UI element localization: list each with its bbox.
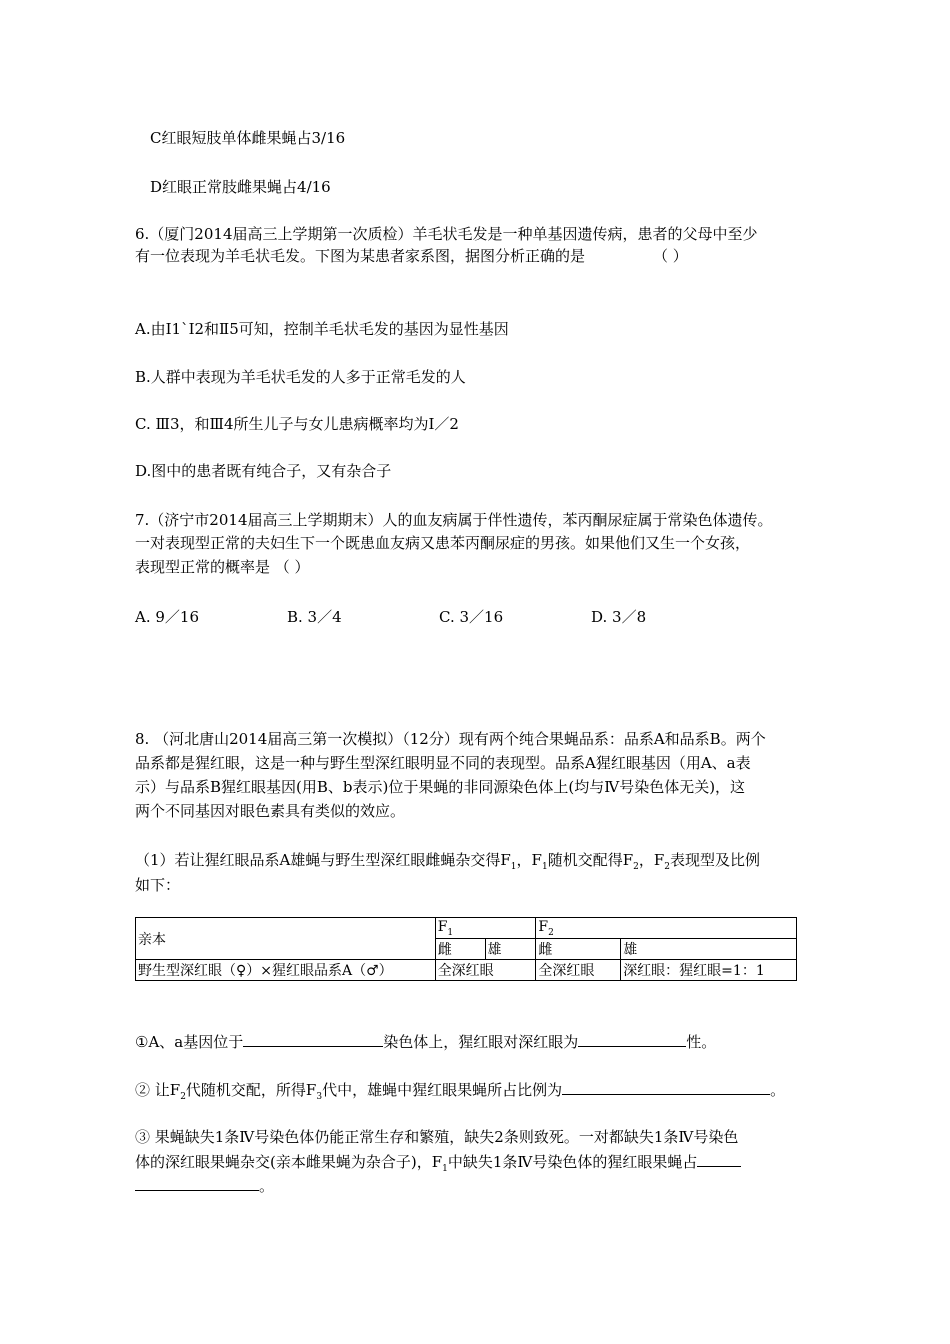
subscript: 2 xyxy=(180,1092,186,1102)
q8-part1-text-c: 随机交配得F xyxy=(547,851,634,869)
f2-male-header: 雄 xyxy=(621,939,797,960)
q8-stem-line1: 8. （河北唐山2014届高三第一次模拟）（12分）现有两个纯合果蝇品系：品系A和品系B。两个 xyxy=(135,730,766,748)
q8-sub3-line3 xyxy=(135,1176,274,1196)
f2-female-header: 雌 xyxy=(536,939,621,960)
q8-part1-line1 xyxy=(135,850,760,877)
q8-part1-text-e: 表现型及比例 xyxy=(670,851,761,869)
q8-stem-line2: 品系都是猩红眼，这是一种与野生型深红眼明显不同的表现型。品系A猩红眼基因（用A、a表 xyxy=(135,754,751,772)
q6-answer-paren: （ ） xyxy=(653,247,688,265)
q8-sub2-text-d: 。 xyxy=(770,1081,786,1099)
q8-part1-text-a: （1）若让猩红眼品系A雄蝇与野生型深红眼雌蝇杂交得F xyxy=(135,851,511,869)
q8-sub2-text-b: 代随机交配，所得F xyxy=(185,1081,317,1099)
q6-stem-text: 有一位表现为羊毛状毛发。下图为某患者家系图，据图分析正确的是 xyxy=(135,247,586,265)
q7-option-d: D. 3／8 xyxy=(591,608,647,626)
q8-sub1-text-b: 染色体上，猩红眼对深红眼为 xyxy=(383,1033,579,1051)
f2-label: F xyxy=(538,918,549,935)
q6-option-b: B.人群中表现为羊毛状毛发的人多于正常毛发的人 xyxy=(135,368,466,386)
q8-sub3-text-c: 。 xyxy=(259,1177,275,1195)
q8-sub2-text-c: 代中，雄蝇中猩红眼果蝇所占比例为 xyxy=(322,1081,563,1099)
cell-f2-female: 全深红眼 xyxy=(536,960,621,981)
q7-stem-line2: 一对表现型正常的夫妇生下一个既患血友病又患苯丙酮尿症的男孩。如果他们又生一个女孩， xyxy=(135,534,751,552)
subscript: 3 xyxy=(316,1092,323,1102)
q8-stem-line3: 示）与品系B猩红眼基因(用B、b表示)位于果蝇的非同源染色体上(均与Ⅳ号染色体无关)，这 xyxy=(135,778,746,796)
subscript: 2 xyxy=(664,862,670,872)
q6-stem-line2 xyxy=(135,246,688,266)
table-header-row xyxy=(136,918,797,939)
answer-blank[interactable] xyxy=(135,1176,259,1191)
cell-f1: 全深红眼 xyxy=(435,960,536,981)
header-f2 xyxy=(536,918,797,939)
q8-part1-line2: 如下： xyxy=(135,876,181,894)
table-row xyxy=(136,960,797,981)
subscript: 2 xyxy=(633,862,639,872)
q8-sub1-text-a: ①A、a基因位于 xyxy=(135,1033,244,1051)
q6-option-c: C. Ⅲ3，和Ⅲ4所生儿子与女儿患病概率均为I／2 xyxy=(135,415,459,433)
subscript: 1 xyxy=(442,1164,448,1174)
cross-results-table xyxy=(135,917,797,981)
answer-blank[interactable] xyxy=(697,1152,741,1167)
q8-part1-text-d: ，F xyxy=(638,851,665,869)
q8-sub3-text-b: 中缺失1条Ⅳ号染色体的猩红眼果蝇占 xyxy=(447,1153,698,1171)
subscript: 1 xyxy=(541,862,548,872)
q7-option-a: A. 9／16 xyxy=(135,608,199,626)
header-f1 xyxy=(435,918,536,939)
f1-male-header: 雄 xyxy=(485,939,536,960)
answer-blank[interactable] xyxy=(243,1032,383,1047)
q8-sub1-text-c: 性。 xyxy=(686,1033,717,1051)
q7-option-b: B. 3／4 xyxy=(287,608,342,626)
q8-stem-line4: 两个不同基因对眼色素具有类似的效应。 xyxy=(135,802,406,820)
option-c-q5: C红眼短肢单体雌果蝇占3/16 xyxy=(150,129,346,147)
q8-sub2-text-a: ② 让F xyxy=(135,1081,181,1099)
q8-sub3-line1: ③ 果蝇缺失1条Ⅳ号染色体仍能正常生存和繁殖，缺失2条则致死。一对都缺失1条Ⅳ号染色 xyxy=(135,1128,739,1146)
f1-label: F xyxy=(437,918,448,935)
q7-stem-line3: 表现型正常的概率是 （ ） xyxy=(135,558,310,576)
q6-option-d: D.图中的患者既有纯合子，又有杂合子 xyxy=(135,462,392,480)
q6-stem-line1: 6.（厦门2014届高三上学期第一次质检）羊毛状毛发是一种单基因遗传病，患者的父母中至少 xyxy=(135,225,758,243)
f1-female-header: 雌 xyxy=(435,939,485,960)
subscript: 1 xyxy=(510,862,517,872)
option-d-q5: D红眼正常肢雌果蝇占4/16 xyxy=(150,178,331,196)
header-parent: 亲本 xyxy=(136,918,436,960)
q8-part1-text-b: ，F xyxy=(516,851,542,869)
q8-sub1 xyxy=(135,1032,716,1052)
cell-parent: 野生型深红眼（♀）×猩红眼品系A（♂） xyxy=(136,960,436,981)
q6-option-a: A.由I1`I2和Ⅱ5可知，控制羊毛状毛发的基因为显性基因 xyxy=(135,320,509,338)
answer-blank[interactable] xyxy=(578,1032,686,1047)
cell-f2-male: 深红眼：猩红眼=1：1 xyxy=(621,960,797,981)
q8-sub3-line2 xyxy=(135,1152,741,1179)
q7-stem-line1: 7.（济宁市2014届高三上学期期末）人的血友病属于伴性遗传，苯丙酮尿症属于常染色体遗传。 xyxy=(135,511,773,529)
answer-blank[interactable] xyxy=(562,1080,770,1095)
q8-sub3-text-a: 体的深红眼果蝇杂交(亲本雌果蝇为杂合子)，F xyxy=(135,1153,443,1171)
subscript: 1 xyxy=(447,927,454,938)
q8-sub2 xyxy=(135,1080,785,1107)
subscript: 2 xyxy=(548,927,554,938)
q7-option-c: C. 3／16 xyxy=(439,608,504,626)
